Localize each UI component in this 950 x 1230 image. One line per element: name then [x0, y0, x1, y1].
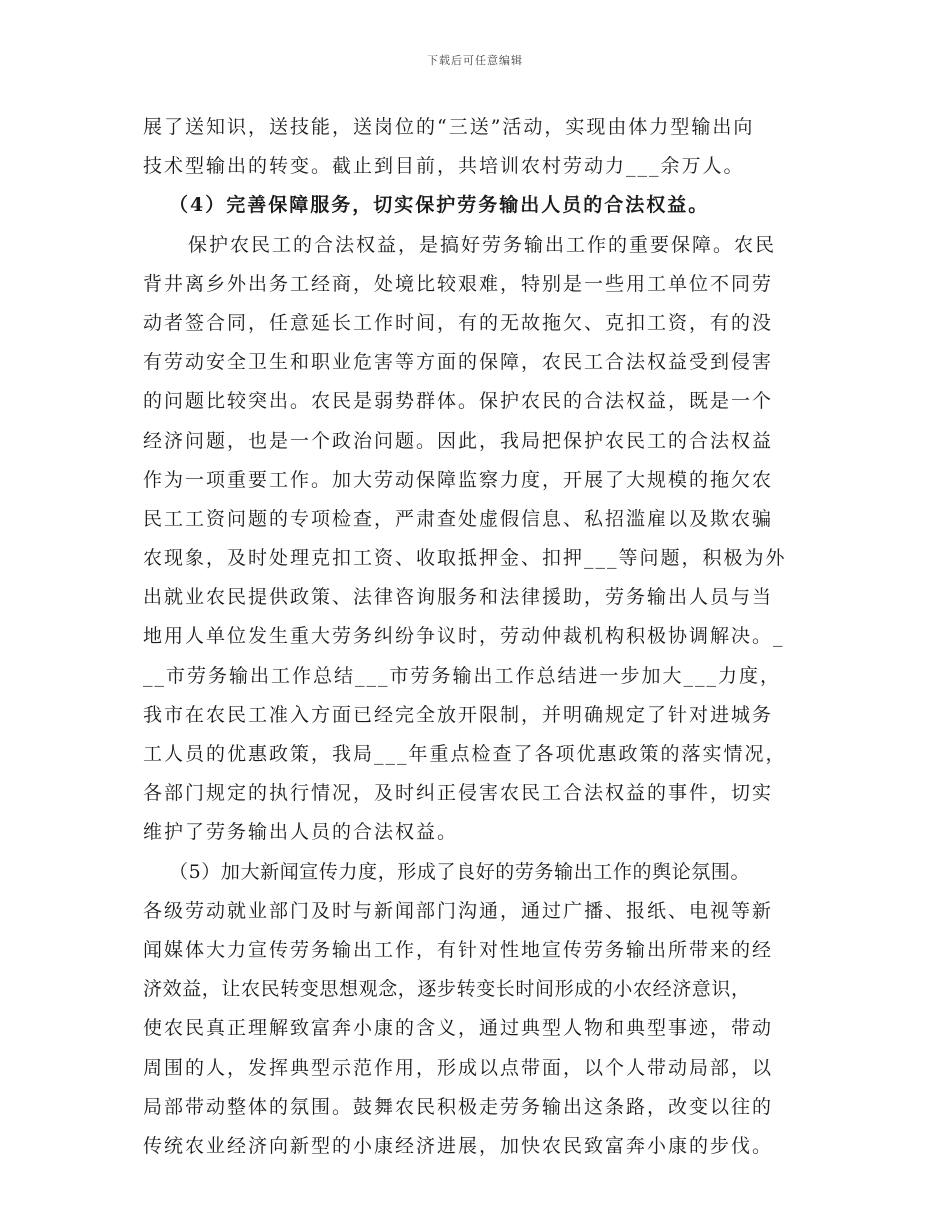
section-heading: （5）加大新闻宣传力度，形成了良好的劳务输出工作的舆论氛围。 — [169, 860, 751, 883]
text-line: 地用人单位发生重大劳务纠纷争议时，劳动仲裁机构积极协调解决。_ — [143, 625, 785, 648]
text-line: 我市在农民工准入方面已经完全放开限制，并明确规定了针对进城务 — [143, 703, 774, 726]
text-line: 使农民真正理解致富奔小康的含义，通过典型人物和典型事迹，带动 — [143, 1017, 774, 1040]
document-body — [143, 108, 815, 1166]
text-line: 闻媒体大力宣传劳务输出工作，有针对性地宣传劳务输出所带来的经 — [143, 938, 774, 961]
text-line: 经济问题，也是一个政治问题。因此，我局把保护农民工的合法权益 — [143, 429, 774, 452]
text-line: 技术型输出的转变。截止到目前，共培训农村劳动力___余万人。 — [143, 155, 745, 178]
text-line: 农现象，及时处理克扣工资、收取抵押金、扣押___等问题，积极为外 — [143, 547, 787, 570]
section-heading: （4）完善保障服务，切实保护劳务输出人员的合法权益。 — [169, 194, 710, 217]
text-line: 传统农业经济向新型的小康经济进展，加快农民致富奔小康的步伐。 — [143, 1134, 774, 1157]
text-line: __市劳务输出工作总结___市劳务输出工作总结进一步加大___力度， — [143, 664, 782, 687]
text-line: 的问题比较突出。农民是弱势群体。保护农民的合法权益，既是一个 — [143, 390, 774, 413]
text-line: 作为一项重要工作。加大劳动保障监察力度，开展了大规模的拖欠农 — [143, 468, 774, 491]
text-line: 维护了劳务输出人员的合法权益。 — [143, 821, 459, 844]
text-line: 背井离乡外出务工经商，处境比较艰难，特别是一些用工单位不同劳 — [143, 272, 774, 295]
text-line: 各级劳动就业部门及时与新闻部门沟通，通过广播、报纸、电视等新 — [143, 899, 774, 922]
text-line: 各部门规定的执行情况，及时纠正侵害农民工合法权益的事件，切实 — [143, 782, 774, 805]
text-line: 民工工资问题的专项检查，严肃查处虚假信息、私招滥雇以及欺农骗 — [143, 507, 774, 530]
text-line: 周围的人，发挥典型示范作用，形成以点带面，以个人带动局部，以 — [143, 1056, 774, 1079]
page-header: 下载后可任意编辑 — [427, 54, 523, 67]
text-line: 局部带动整体的氛围。鼓舞农民积极走劳务输出这条路，改变以往的 — [143, 1095, 774, 1118]
text-line: 出就业农民提供政策、法律咨询服务和法律援助，劳务输出人员与当 — [143, 586, 774, 609]
text-line: 济效益，让农民转变思想观念，逐步转变长时间形成的小农经济意识， — [143, 978, 751, 1001]
paragraph-start: 保护农民工的合法权益，是搞好劳务输出工作的重要保障。农民 — [188, 233, 777, 256]
text-line: 工人员的优惠政策，我局___年重点检查了各项优惠政策的落实情况， — [143, 743, 787, 765]
text-line: 动者签合同，任意延长工作时间，有的无故拖欠、克扣工资，有的没 — [143, 311, 774, 334]
text-line: 有劳动安全卫生和职业危害等方面的保障，农民工合法权益受到侵害 — [143, 351, 774, 374]
text-line: 展了送知识，送技能，送岗位的“三送”活动，实现由体力型输出向 — [143, 116, 755, 138]
